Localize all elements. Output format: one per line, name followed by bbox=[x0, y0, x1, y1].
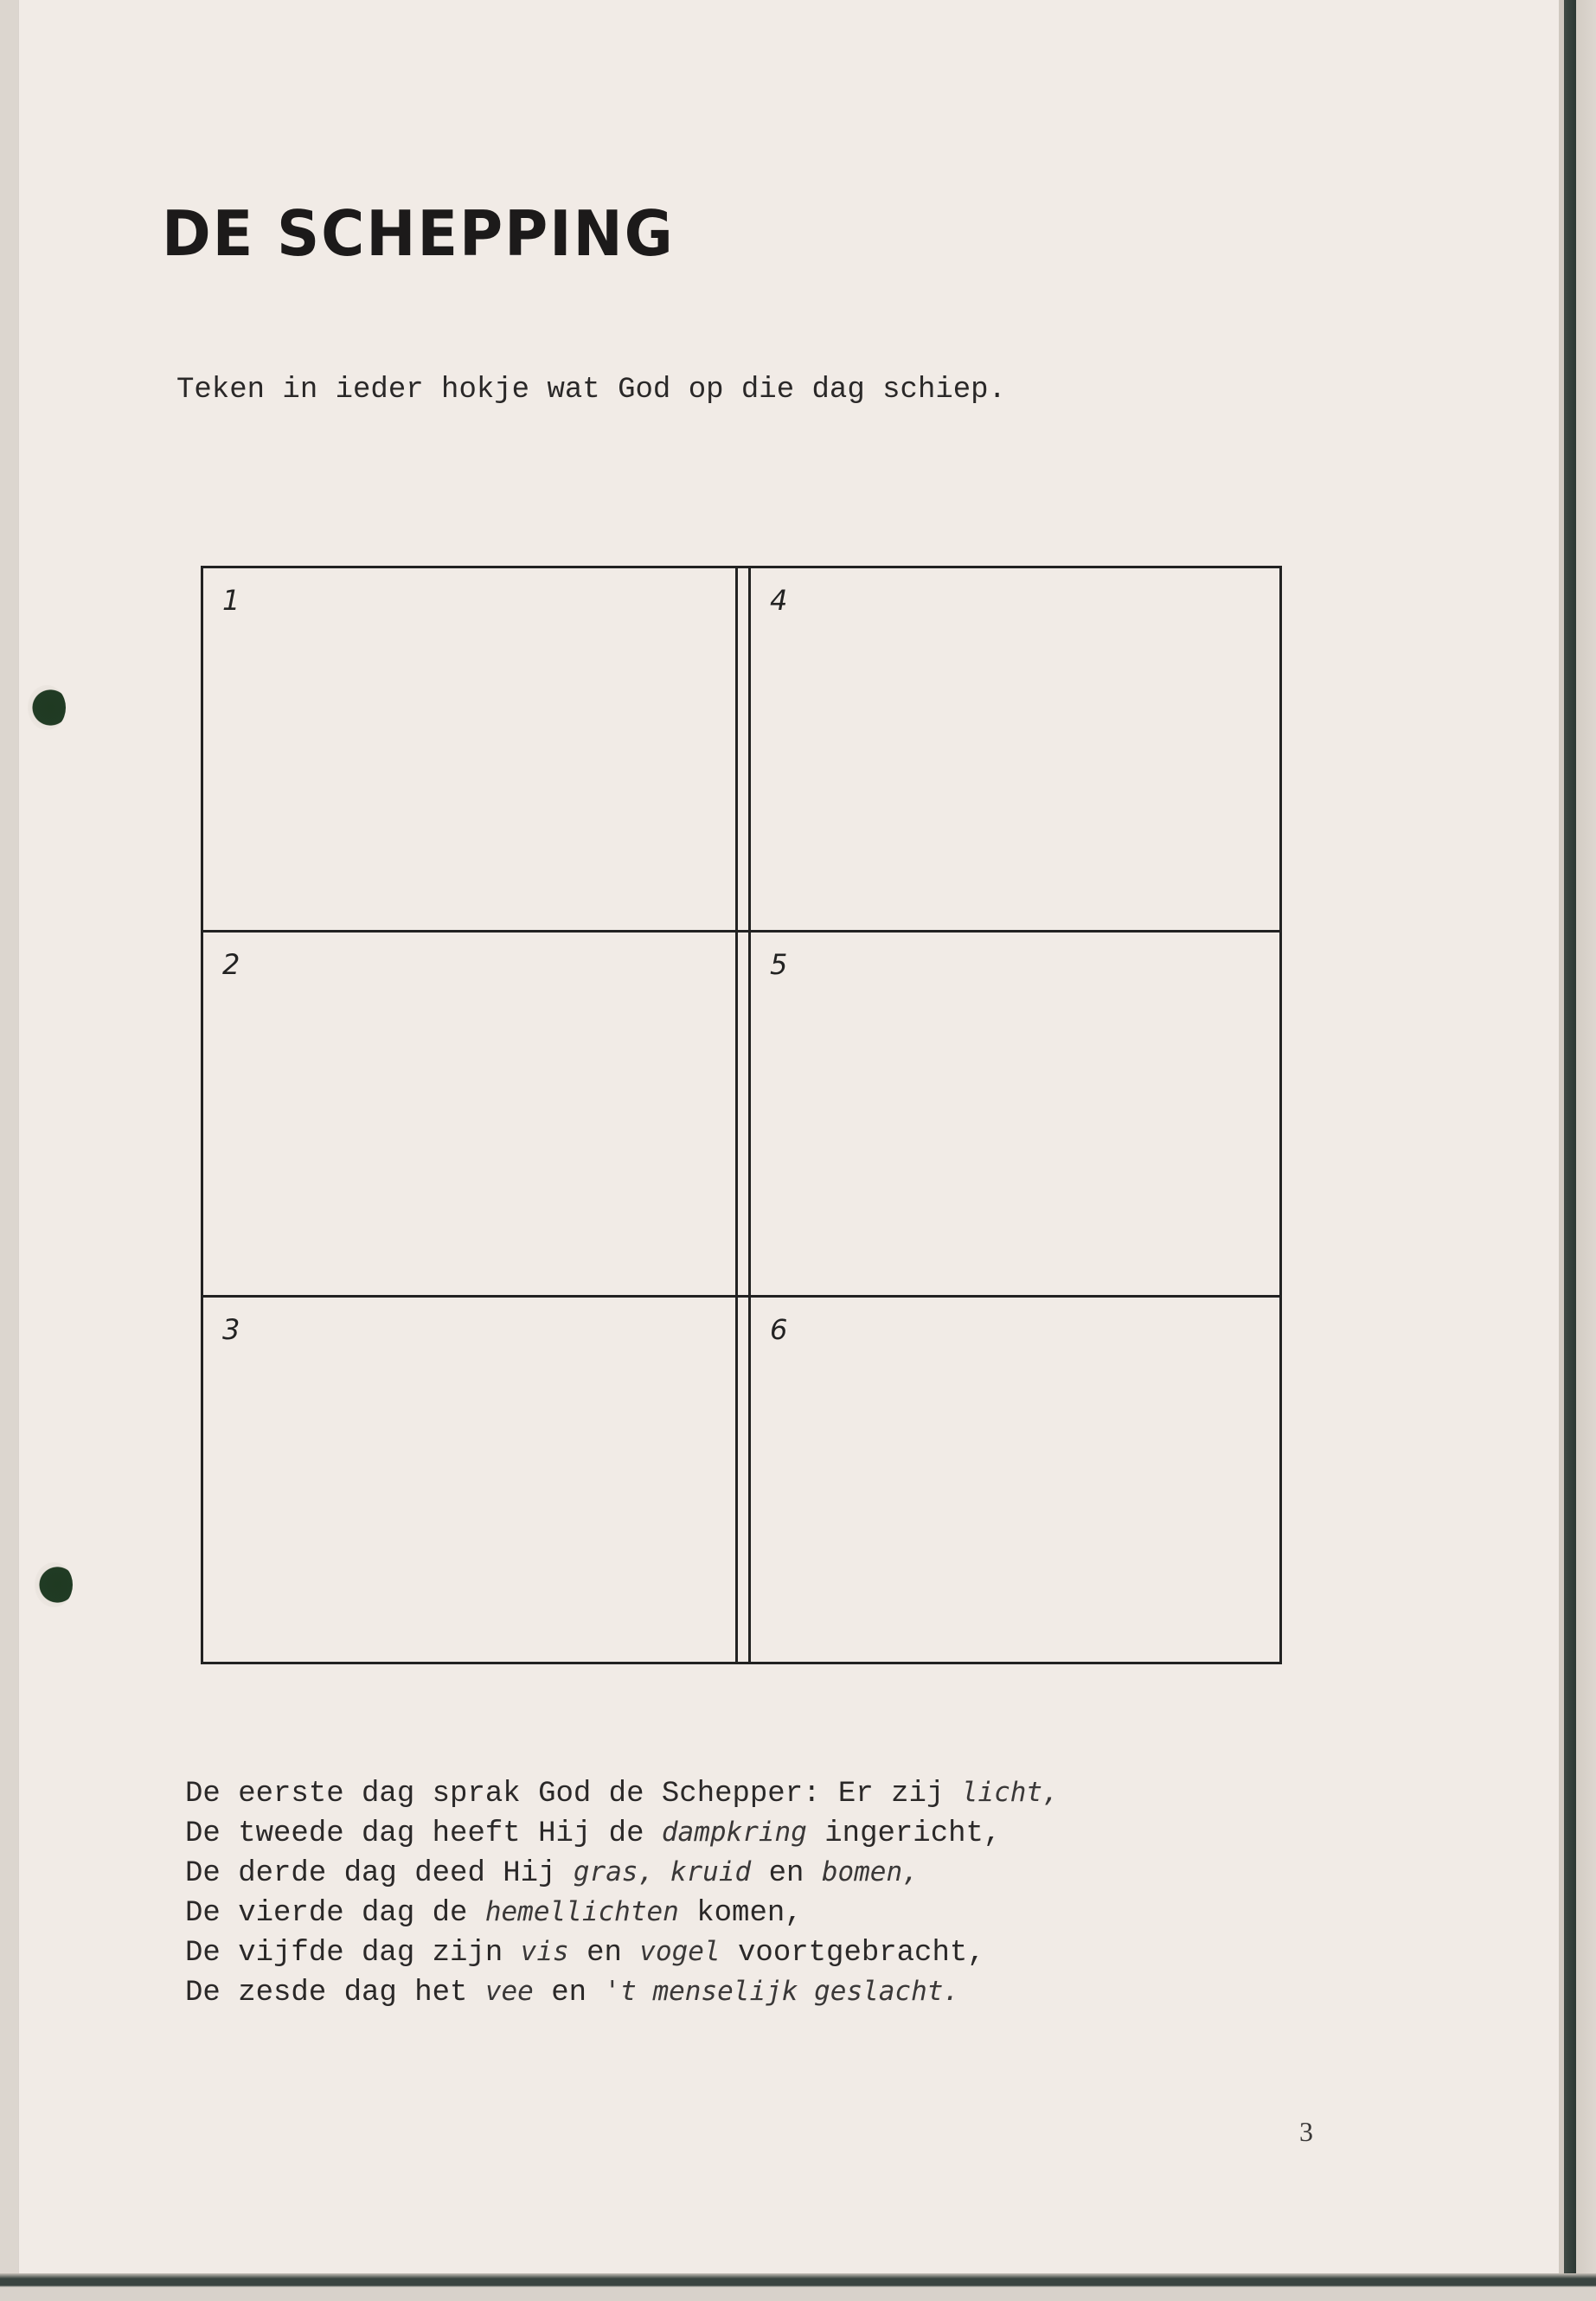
cell-number: 3 bbox=[222, 1313, 240, 1346]
cell-number: 6 bbox=[770, 1313, 788, 1346]
poem-line bbox=[185, 1932, 1059, 1972]
poem-line bbox=[185, 1853, 1059, 1893]
poem-emphasis: hemellichten bbox=[484, 1896, 679, 1927]
worksheet-page bbox=[19, 0, 1559, 2273]
instruction-text: Teken in ieder hokje wat God op die dag schiep. bbox=[176, 374, 1006, 407]
poem-text: De tweede dag heeft Hij de bbox=[185, 1817, 662, 1850]
poem-text: komen, bbox=[678, 1897, 803, 1930]
drawing-cell-3[interactable] bbox=[203, 1298, 735, 1662]
grid-divider-vertical-a bbox=[735, 568, 738, 1662]
poem-text: en bbox=[533, 1977, 605, 2009]
binder-spine bbox=[1559, 0, 1596, 2301]
poem-emphasis: 't menselijk geslacht. bbox=[604, 1976, 960, 2007]
poem-line bbox=[185, 1972, 1059, 2012]
poem-emphasis: gras, kruid bbox=[573, 1856, 752, 1888]
poem-line bbox=[185, 1773, 1059, 1813]
poem-text: ingericht, bbox=[806, 1817, 1002, 1850]
poem-text: De vijfde dag zijn bbox=[185, 1937, 521, 1970]
poem-text: De vierde dag de bbox=[185, 1897, 485, 1930]
cell-number: 2 bbox=[222, 948, 240, 981]
poem-emphasis: bomen, bbox=[821, 1856, 919, 1888]
poem-text: De zesde dag het bbox=[185, 1977, 485, 2009]
drawing-cell-1[interactable] bbox=[203, 568, 735, 930]
page-number: 3 bbox=[1299, 2116, 1313, 2147]
poem-emphasis: vogel bbox=[639, 1936, 721, 1967]
drawing-cell-5[interactable] bbox=[751, 933, 1279, 1295]
creation-poem bbox=[185, 1773, 1059, 2012]
page-bottom-edge bbox=[0, 2273, 1596, 2301]
poem-text: en bbox=[568, 1937, 640, 1970]
poem-text: voortgebracht, bbox=[720, 1937, 985, 1970]
page-title: DE SCHEPPING bbox=[162, 197, 675, 270]
drawing-cell-2[interactable] bbox=[203, 933, 735, 1295]
poem-emphasis: vis bbox=[520, 1936, 569, 1967]
poem-emphasis: dampkring bbox=[661, 1817, 807, 1848]
poem-line bbox=[185, 1813, 1059, 1853]
poem-text: De derde dag deed Hij bbox=[185, 1857, 574, 1890]
punch-hole-top bbox=[28, 685, 66, 730]
punch-hole-bottom bbox=[35, 1562, 73, 1607]
drawing-cell-6[interactable] bbox=[751, 1298, 1279, 1662]
cell-number: 1 bbox=[222, 584, 240, 617]
drawing-cell-4[interactable] bbox=[751, 568, 1279, 930]
poem-emphasis: licht, bbox=[961, 1777, 1059, 1808]
cell-number: 5 bbox=[770, 948, 788, 981]
poem-line bbox=[185, 1893, 1059, 1932]
poem-text: en bbox=[751, 1857, 822, 1890]
poem-text: De eerste dag sprak God de Schepper: Er zij bbox=[185, 1778, 962, 1811]
poem-emphasis: vee bbox=[484, 1976, 534, 2007]
cell-number: 4 bbox=[770, 584, 788, 617]
drawing-grid bbox=[201, 566, 1282, 1664]
